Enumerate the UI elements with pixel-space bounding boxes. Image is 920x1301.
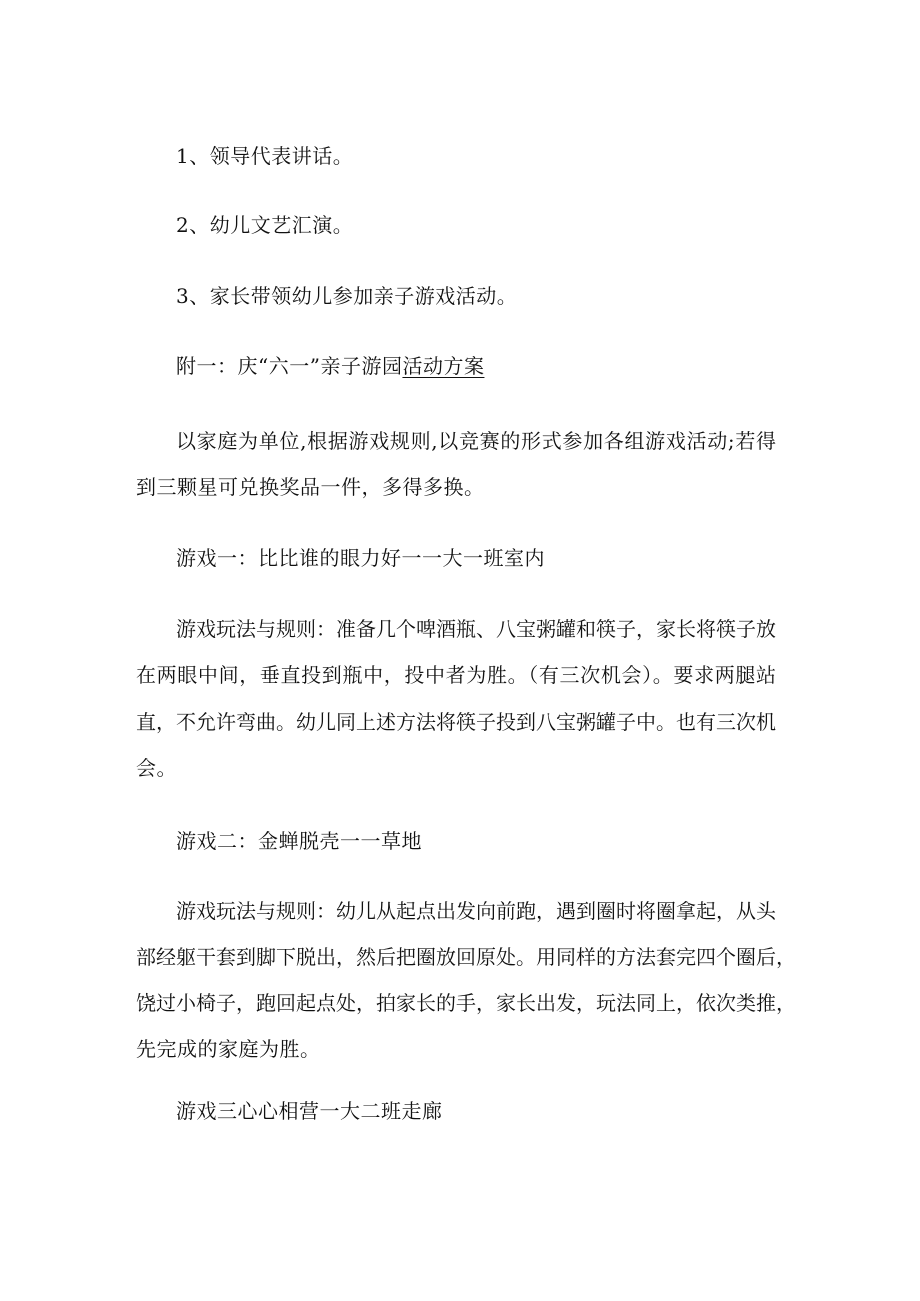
game1-rules-line-2: 在两眼中间，垂直投到瓶中，投中者为胜。（有三次机会）。要求两腿站 [136,663,776,687]
game2-rules-line-1: 游戏玩法与规则：幼儿从起点出发向前跑，遇到圈时将圈拿起，从头 [176,899,776,923]
list-item-3: 3、家长带领幼儿参加亲子游戏活动。 [176,284,518,308]
game1-rules-line-1: 游戏玩法与规则：准备几个啤酒瓶、八宝粥罐和筷子，家长将筷子放 [176,617,776,641]
intro-line-2: 到三颗星可兑换奖品一件，多得多换。 [136,475,485,499]
game1-title: 游戏一：比比谁的眼力好一一大一班室内 [176,546,545,570]
list-item-2: 2、幼儿文艺汇演。 [176,213,354,237]
appendix-title-link[interactable]: 活动方案 [402,354,485,378]
game2-title: 游戏二：金蝉脱壳一一草地 [176,829,422,853]
appendix-title-prefix: 附一：庆“六一”亲子游园 [176,354,403,378]
game2-rules-line-3: 饶过小椅子，跑回起点处，拍家长的手，家长出发，玩法同上，依次类推， [136,991,796,1015]
game1-rules-line-3: 直，不允许弯曲。幼儿同上述方法将筷子投到八宝粥罐子中。也有三次机 [136,710,776,734]
intro-line-1: 以家庭为单位,根据游戏规则,以竞赛的形式参加各组游戏活动;若得 [176,429,776,453]
game2-rules-line-2: 部经躯干套到脚下脱出，然后把圈放回原处。用同样的方法套完四个圈后， [136,945,796,969]
appendix-title [176,353,484,379]
game3-title: 游戏三心心相营一大二班走廊 [176,1099,443,1123]
game2-rules-line-4: 先完成的家庭为胜。 [136,1037,321,1061]
game1-rules-line-4: 会。 [136,756,177,780]
list-item-1: 1、领导代表讲话。 [176,144,354,168]
